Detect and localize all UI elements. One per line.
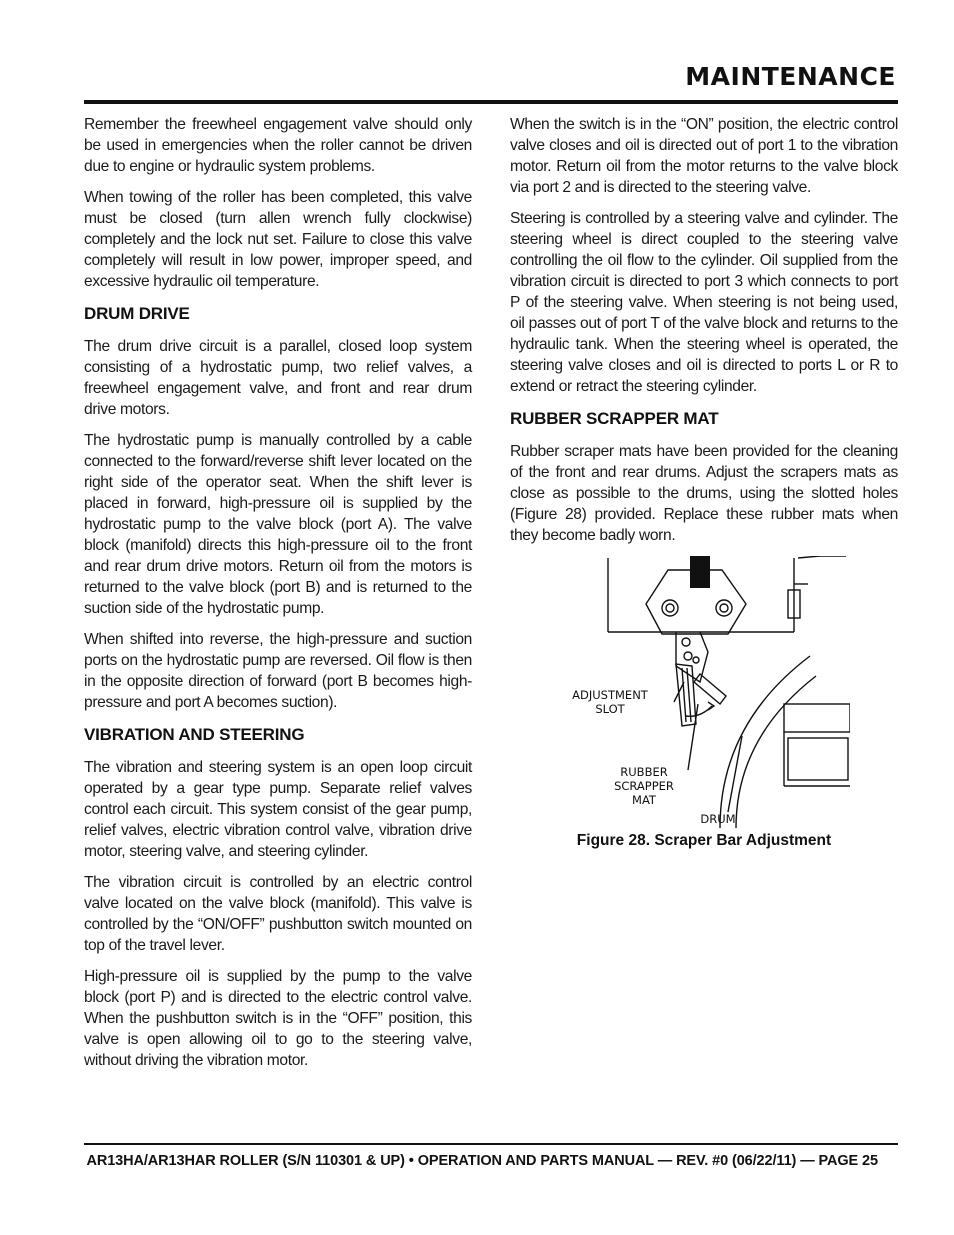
paragraph: When shifted into reverse, the high-pressure and suction ports on the hydrostatic pump are reversed. Oil flow is then in the opposite direction of forward (port B becomes high-pressure and port A becomes suction). bbox=[84, 631, 472, 711]
footer-rule bbox=[84, 1143, 898, 1145]
label-adjustment-slot: SLOT bbox=[595, 702, 625, 716]
paragraph: Remember the freewheel engagement valve should only be used in emergencies when the roller cannot be driven due to engine or hydraulic system problems. bbox=[84, 116, 472, 175]
page-footer: AR13HA/AR13HAR ROLLER (S/N 110301 & UP) • OPERATION AND PARTS MANUAL — REV. #0 (06/22/11) — PAGE 25 bbox=[86, 1153, 878, 1169]
figure-caption: Figure 28. Scraper Bar Adjustment bbox=[576, 832, 832, 849]
paragraph: Rubber scraper mats have been provided for the cleaning of the front and rear drums. Adjust the scrapers mats as close as possible to the drums, using the slotted holes (Figure 28) provided. Replace these rubber mats when they become badly worn. bbox=[510, 443, 898, 544]
section-heading-rubber-mat: RUBBER SCRAPPER MAT bbox=[510, 409, 719, 428]
label-drum: DRUM bbox=[700, 812, 736, 826]
section-heading-vibration-steering: VIBRATION AND STEERING bbox=[84, 725, 305, 744]
label-rubber-scrapper-mat: RUBBER bbox=[620, 765, 668, 779]
paragraph: The vibration and steering system is an open loop circuit operated by a gear type pump. Separate relief valves control each circuit. This system consist of the gear pump, relief valves, electric vibration control valve, vibration drive motor, steering valve, and steering cylinder. bbox=[84, 759, 472, 860]
section-heading-drum-drive: DRUM DRIVE bbox=[84, 304, 190, 323]
paragraph: The hydrostatic pump is manually controlled by a cable connected to the forward/reverse shift lever located on the right side of the operator seat. When the shift lever is placed in forward, high-pressure oil is supplied by the hydrostatic pump to the valve block (port A). The valve block (manifold) directs this high-pressure oil to the front and rear drum drive motors. Return oil from the motors is returned to the valve block (port B) and is returned to the suction side of the hydrostatic pump. bbox=[84, 432, 472, 617]
paragraph: The vibration circuit is controlled by an electric control valve located on the valve block (manifold). This valve is controlled by the “ON/OFF” pushbutton switch mounted on top of the travel lever. bbox=[84, 874, 472, 954]
paragraph: High-pressure oil is supplied by the pump to the valve block (port P) and is directed to the electric control valve. When the pushbutton switch is in the “OFF” position, this valve is open allowing oil to go to the steering valve, without driving the vibration motor. bbox=[84, 968, 472, 1069]
paragraph: Steering is controlled by a steering valve and cylinder. The steering wheel is direct coupled to the steering valve controlling the oil flow to the cylinder. Oil supplied from the vibration circuit is directed to port 3 which connects to port P of the steering valve. When steering is not being used, oil passes out of port T of the valve block and returns to the hydraulic tank. When the steering wheel is operated, the steering valve closes and oil is directed to ports L or R to extend or retract the steering cylinder. bbox=[510, 210, 898, 395]
label-adjustment-slot: ADJUSTMENT bbox=[572, 688, 648, 702]
header-rule bbox=[84, 100, 898, 104]
label-rubber-scrapper-mat: MAT bbox=[632, 793, 656, 807]
figure-scraper-bar bbox=[510, 556, 898, 849]
paragraph: The drum drive circuit is a parallel, closed loop system consisting of a hydrostatic pump, two relief valves, a freewheel engagement valve, and front and rear drum drive motors. bbox=[84, 338, 472, 418]
page-title: MAINTENANCE bbox=[685, 62, 896, 91]
paragraph: When the switch is in the “ON” position, the electric control valve closes and oil is directed out of port 1 to the vibration motor. Return oil from the motor returns to the valve block via port 2 and is directed to the steering valve. bbox=[510, 116, 898, 196]
right-column bbox=[510, 114, 898, 849]
left-column bbox=[84, 114, 472, 1081]
scraper-diagram bbox=[550, 556, 850, 828]
paragraph: When towing of the roller has been completed, this valve must be closed (turn allen wrench fully clockwise) completely and the lock nut set. Failure to close this valve completely will result in low power, improper speed, and excessive hydraulic oil temperature. bbox=[84, 189, 472, 290]
label-rubber-scrapper-mat: SCRAPPER bbox=[614, 779, 674, 793]
